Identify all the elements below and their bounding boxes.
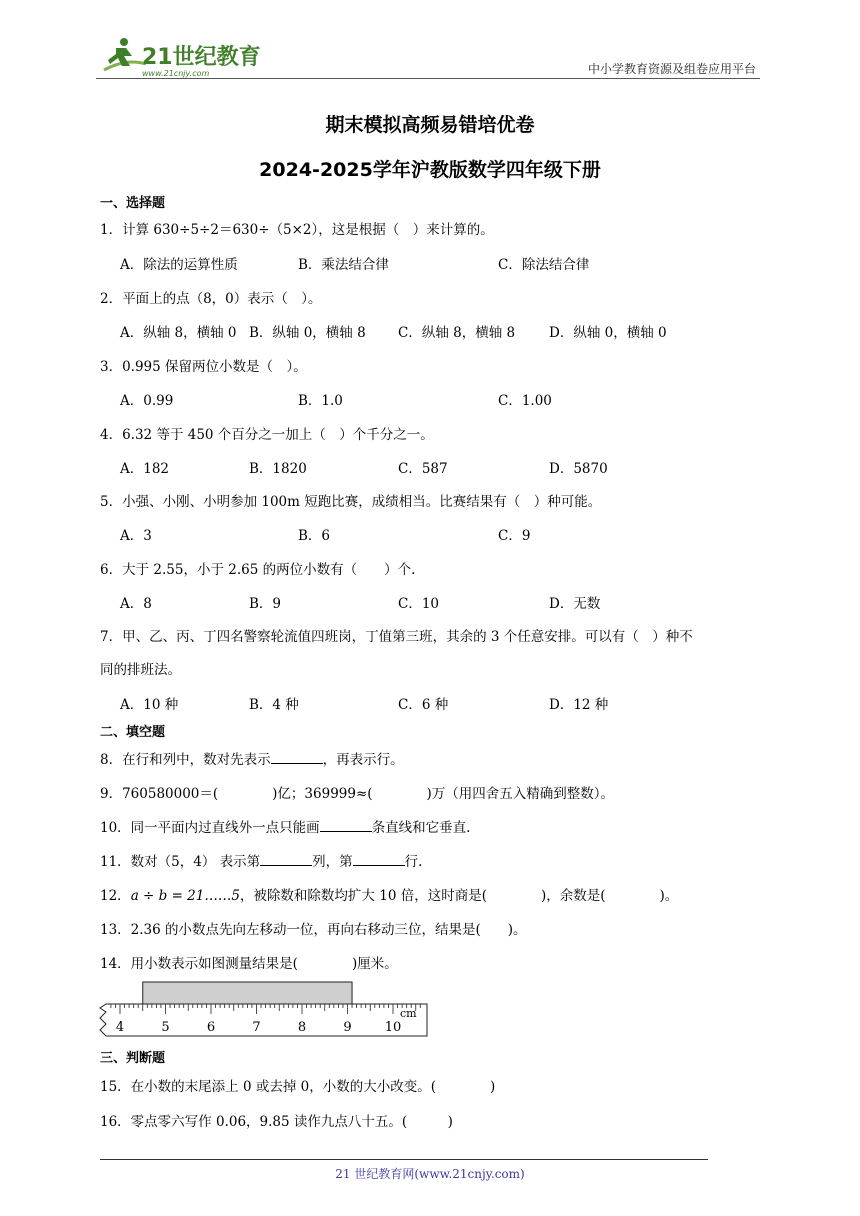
- q7-option-a: A．10 种: [120, 697, 179, 713]
- question-16: 16．零点零六写作 0.06，9.85 读作九点八十五。( ): [100, 1114, 453, 1130]
- question-15: 15．在小数的末尾添上 0 或去掉 0，小数的大小改变。( ): [100, 1079, 496, 1095]
- measured-object: [143, 982, 352, 1006]
- question-4: 4．6.32 等于 450 个百分之一加上（ ）个千分之一。: [100, 427, 434, 443]
- ruler-tick-label: 7: [252, 1020, 261, 1035]
- q1-option-a: A．除法的运算性质: [120, 257, 238, 273]
- q11-blank-1: [260, 853, 312, 866]
- q12-text: ，被除数和除数均扩大 10 倍，这时商是( )，余数是( )。: [239, 888, 679, 904]
- q7-option-c: C．6 种: [398, 697, 449, 713]
- ruler-tick-label: 10: [384, 1020, 402, 1035]
- ruler-body: [100, 1004, 427, 1036]
- section-fill: 二、填空题: [100, 725, 166, 740]
- q10-pre: 10．同一平面内过直线外一点只能画: [100, 820, 320, 836]
- ruler-unit: cm: [400, 1007, 417, 1020]
- ruler-figure: [96, 980, 432, 1040]
- q2-option-d: D．纵轴 0，横轴 0: [549, 325, 667, 341]
- q1-option-c: C．除法结合律: [498, 257, 590, 273]
- footer-link[interactable]: 21 世纪教育网(www.21cnjy.com): [335, 1167, 525, 1181]
- ruler-tick-label: 9: [343, 1020, 352, 1035]
- q4-option-a: A．182: [120, 461, 170, 477]
- q3-option-c: C．1.00: [498, 393, 552, 409]
- question-13: 13．2.36 的小数点先向左移动一位，再向右移动三位，结果是( )。: [100, 922, 527, 938]
- logo-text: 21世纪教育: [142, 45, 261, 70]
- q6-option-b: B．9: [249, 596, 282, 612]
- exam-title: 期末模拟高频易错培优卷: [325, 114, 535, 136]
- question-11: [100, 850, 422, 870]
- q5-option-c: C．9: [498, 528, 531, 544]
- header-divider: [96, 78, 760, 79]
- q6-option-c: C．10: [398, 596, 440, 612]
- q8-post: ，再表示行。: [322, 752, 404, 768]
- q2-option-c: C．纵轴 8，横轴 8: [398, 325, 516, 341]
- question-12: [100, 884, 678, 904]
- q11-post: 行.: [404, 854, 423, 870]
- q12-num: 12．: [100, 888, 131, 904]
- ruler-tick-label: 4: [115, 1020, 125, 1035]
- question-7-line2: 同的排班法。: [100, 662, 181, 678]
- question-9: 9．760580000＝( )亿；369999≈( )万（用四舍五入精确到整数）。: [100, 786, 615, 802]
- q11-blank-2: [353, 853, 405, 866]
- q10-blank: [320, 819, 372, 832]
- question-7-line1: 7．甲、乙、丙、丁四名警察轮流值四班岗，丁值第三班，其余的 3 个任意安排。可以有（ ）种不: [100, 629, 693, 645]
- q3-option-a: A．0.99: [120, 393, 174, 409]
- section-judge: 三、判断题: [100, 1051, 166, 1066]
- q2-option-b: B．纵轴 0，横轴 8: [249, 325, 366, 341]
- q4-option-c: C．587: [398, 461, 448, 477]
- q12-expression: a ÷ b = 21……5: [130, 888, 240, 904]
- ruler-tick-label: 5: [161, 1020, 170, 1035]
- question-10: [100, 816, 470, 836]
- q8-blank: [271, 751, 323, 764]
- q6-option-d: D．无数: [549, 596, 601, 612]
- ruler-tick-label: 6: [206, 1020, 216, 1035]
- logo-url: www.21cnjy.com: [142, 69, 210, 78]
- question-8: [100, 748, 404, 768]
- section-choice: 一、选择题: [100, 196, 166, 211]
- q11-pre: 11．数对（5，4） 表示第: [100, 854, 261, 870]
- q11-mid: 列，第: [312, 854, 353, 870]
- footer-divider: [100, 1159, 708, 1160]
- q5-option-a: A．3: [120, 528, 152, 544]
- ruler-tick-label: 8: [297, 1020, 307, 1035]
- question-2: 2．平面上的点（8，0）表示（ ）。: [100, 291, 322, 307]
- q2-option-a: A．纵轴 8，横轴 0: [120, 325, 237, 341]
- q4-option-d: D．5870: [549, 461, 608, 477]
- q3-option-b: B．1.0: [298, 393, 343, 409]
- question-1: 1．计算 630÷5÷2＝630÷（5×2），这是根据（ ）来计算的。: [100, 222, 494, 238]
- q4-option-b: B．1820: [249, 461, 307, 477]
- question-6: 6．大于 2.55，小于 2.65 的两位小数有（ ）个.: [100, 562, 416, 578]
- exam-subtitle: 2024-2025学年沪教版数学四年级下册: [259, 159, 601, 181]
- header-platform-name: 中小学教育资源及组卷应用平台: [587, 62, 756, 76]
- site-logo: [96, 34, 266, 80]
- q10-post: 条直线和它垂直.: [371, 820, 471, 836]
- q1-option-b: B．乘法结合律: [298, 257, 389, 273]
- question-3: 3．0.995 保留两位小数是（ ）。: [100, 359, 307, 375]
- q6-option-a: A．8: [120, 596, 152, 612]
- q8-pre: 8．在行和列中，数对先表示: [100, 752, 271, 768]
- q7-option-d: D．12 种: [549, 697, 609, 713]
- question-5: 5．小强、小刚、小明参加 100m 短跑比赛，成绩相当。比赛结果有（ ）种可能。: [100, 494, 602, 510]
- q5-option-b: B．6: [298, 528, 331, 544]
- q7-option-b: B．4 种: [249, 697, 299, 713]
- question-14: 14．用小数表示如图测量结果是( )厘米。: [100, 956, 398, 972]
